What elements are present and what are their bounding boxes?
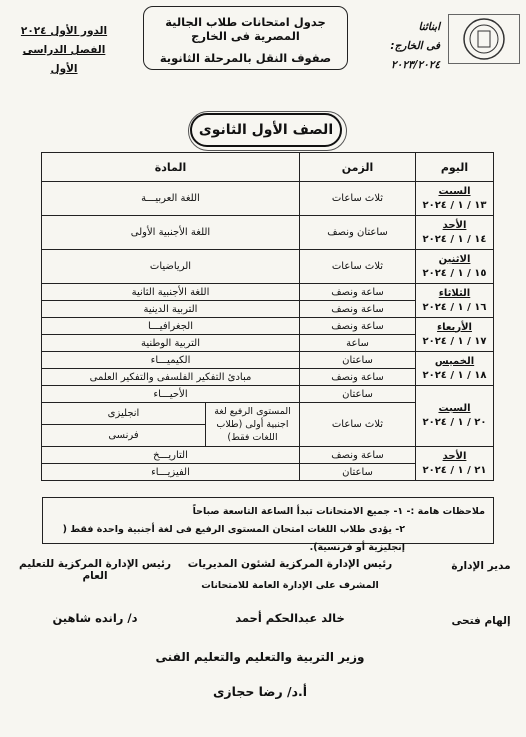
time-cell: ثلاث ساعات (300, 182, 416, 216)
subject-cell: اللغة الأجنبية الأولى (41, 216, 299, 250)
col-header-day: اليوم (416, 153, 494, 182)
header-left-line1: الدور الأول ٢٠٢٤ (20, 25, 108, 37)
time-cell: ساعة ونصف (300, 369, 416, 386)
table-header-row (41, 153, 493, 182)
minister-name: أ.د/ رضا حجازى (212, 684, 308, 699)
ministry-logo (448, 14, 520, 64)
day-cell: الخميس ١٨ / ١ / ٢٠٢٤ (416, 352, 494, 386)
notes-box (42, 497, 494, 553)
table-row (41, 447, 493, 464)
subject-cell: التربية الدينية (41, 301, 299, 318)
advanced-level-label: المستوى الرفيع لغة اجنبية أولى (طلاب اللغات فقط) (206, 403, 300, 447)
col-header-time: الزمن (300, 153, 416, 182)
signature-2-title: رئيس الإدارة المركزية لشئون المديريات (187, 558, 393, 570)
table-row (41, 352, 493, 369)
note-line-1: ملاحظات هامة :- ١- جميع الامتحانات تبدأ الساعة التاسعة صباحاً (192, 506, 485, 517)
day-cell: السبت ١٣ / ١ / ٢٠٢٤ (416, 182, 494, 216)
time-cell: ساعة ونصف (300, 301, 416, 318)
time-cell: ثلاث ساعات (300, 250, 416, 284)
time-cell: ساعة ونصف (300, 447, 416, 464)
time-cell: ساعة ونصف (300, 318, 416, 335)
signature-1-title: مدير الإدارة (451, 560, 511, 572)
time-cell: ساعتان (300, 386, 416, 403)
header-right-text (390, 18, 440, 75)
signature-3-title: رئيس الإدارة المركزية للتعليم العام (18, 558, 172, 582)
signature-2-name: خالد عبدالحكم أحمد (235, 611, 345, 625)
day-cell: الثلاثاء ١٦ / ١ / ٢٠٢٤ (416, 284, 494, 318)
time-cell: ساعة (300, 335, 416, 352)
subject-cell: الفيزيـــاء (41, 464, 299, 481)
day-cell: الأحد ٢١ / ١ / ٢٠٢٤ (416, 447, 494, 481)
header-title: جدول امتحانات طلاب الجالية المصرية فى الخارج (165, 15, 326, 43)
day-cell: الاثنين ١٥ / ١ / ٢٠٢٤ (416, 250, 494, 284)
subject-cell: التربية الوطنية (41, 335, 299, 352)
signature-3-name: د/ رانده شاهين (52, 611, 138, 625)
col-header-subject: المادة (41, 153, 299, 182)
grade-banner: الصف الأول الثانوى (190, 113, 342, 147)
day-cell: الأربعاء ١٧ / ١ / ٢٠٢٤ (416, 318, 494, 352)
table-row (41, 182, 493, 216)
note-line-2: ٢- يؤدى طلاب اللغات امتحان المستوى الرفيع فى لغة أجنبية واحدة فقط ( إنجليزية أو فرنسية). (62, 524, 405, 553)
header-right-line2: فى الخارج: (390, 40, 440, 52)
header-left-text (14, 22, 114, 79)
time-cell: ساعتان ونصف (300, 216, 416, 250)
time-cell: ثلاث ساعات (300, 403, 416, 447)
time-cell: ساعة ونصف (300, 284, 416, 301)
exam-schedule-table (42, 152, 494, 481)
advanced-option-english: انجليزى (41, 403, 205, 425)
subject-cell: التاريـــخ (41, 447, 299, 464)
subject-cell: الأحيـــاء (41, 386, 299, 403)
day-cell: السبت ٢٠ / ١ / ٢٠٢٤ (416, 386, 494, 447)
header-title-box (143, 6, 348, 70)
table-row (41, 386, 493, 403)
time-cell: ساعتان (300, 464, 416, 481)
subject-cell: الجغرافيـــا (41, 318, 299, 335)
subject-cell: اللغة الأجنبية الثانية (41, 284, 299, 301)
signature-2-subtitle: المشرف على الإدارة العامة للامتحانات (201, 580, 379, 591)
table-row (41, 216, 493, 250)
header-left-line2: الفصل الدراسى الأول (22, 44, 106, 75)
subject-cell: اللغة العربيـــة (41, 182, 299, 216)
subject-cell: الكيميـــاء (41, 352, 299, 369)
day-cell: الأحد ١٤ / ١ / ٢٠٢٤ (416, 216, 494, 250)
header-subtitle: صفوف النقل بالمرحلة الثانوية (159, 51, 332, 65)
header-right-line3: ٢٠٢٣/٢٠٢٤ (391, 59, 440, 71)
ministry-seal-icon (462, 17, 506, 61)
advanced-option-french: فرنسى (41, 425, 205, 447)
header-right-line1: ابنائنا (418, 21, 440, 33)
minister-title: وزير التربية والتعليم والتعليم الفنى (155, 650, 365, 664)
signature-1-name: إلهام فتحى (451, 615, 511, 627)
subject-cell: مبادئ التفكير الفلسفى والتفكير العلمى (41, 369, 299, 386)
table-row (41, 318, 493, 335)
subject-cell: الرياضيات (41, 250, 299, 284)
table-row (41, 284, 493, 301)
time-cell: ساعتان (300, 352, 416, 369)
table-row (41, 250, 493, 284)
